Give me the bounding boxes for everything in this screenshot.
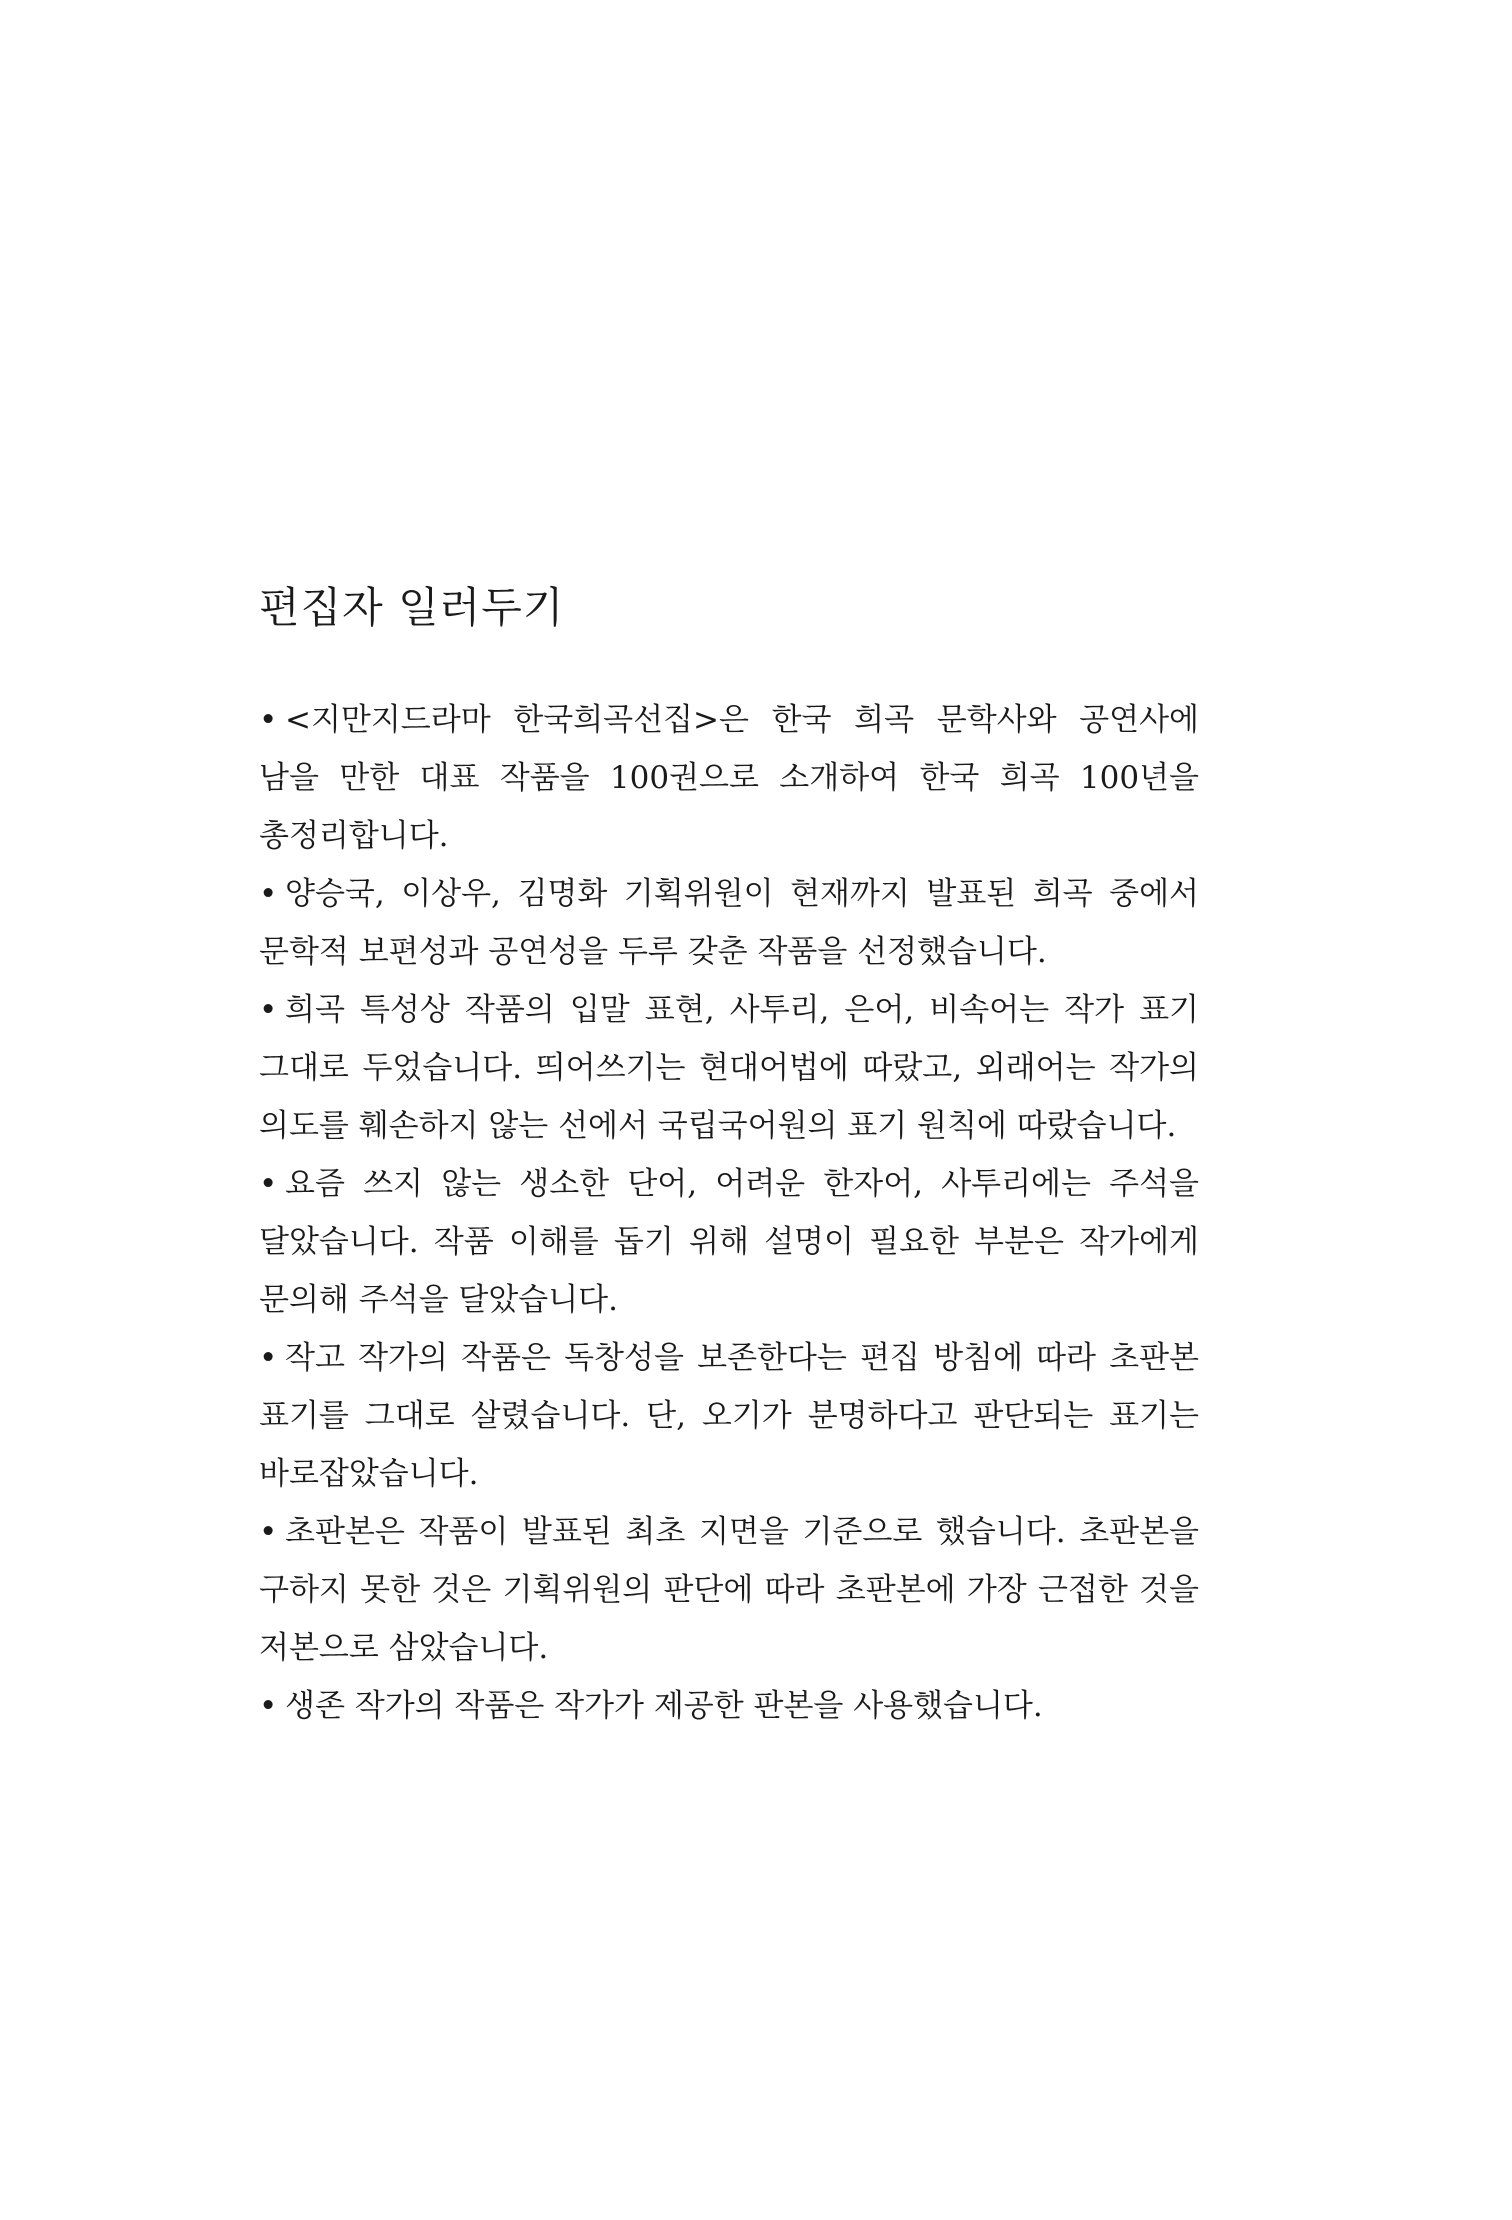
page-content [259, 578, 1199, 1724]
bullet-icon: • [259, 702, 278, 738]
bullet-icon: • [259, 992, 278, 1028]
note-text: 초판본은 작품이 발표된 최초 지면을 기준으로 했습니다. 초판본을 구하지 못한 것은 기획위원의 판단에 따라 초판본에 가장 근접한 것을 저본으로 삼았습니다. [259, 1514, 1199, 1666]
note-item [259, 1329, 1199, 1503]
note-item [259, 1155, 1199, 1329]
note-text: 작고 작가의 작품은 독창성을 보존한다는 편집 방침에 따라 초판본 표기를 그대로 살렸습니다. 단, 오기가 분명하다고 판단되는 표기는 바로잡았습니다. [259, 1340, 1199, 1492]
note-text: 요즘 쓰지 않는 생소한 단어, 어려운 한자어, 사투리에는 주석을 달았습니다. 작품 이해를 돕기 위해 설명이 필요한 부분은 작가에게 문의해 주석을 달았습니다. [259, 1166, 1199, 1318]
note-text: 희곡 특성상 작품의 입말 표현, 사투리, 은어, 비속어는 작가 표기 그대로 두었습니다. 띄어쓰기는 현대어법에 따랐고, 외래어는 작가의 의도를 훼손하지 않는 선에서 국립국어원의 표기 원칙에 따랐습니다. [259, 992, 1199, 1144]
notes-list [259, 691, 1199, 1735]
note-text: 양승국, 이상우, 김명화 기획위원이 현재까지 발표된 희곡 중에서 문학적 보편성과 공연성을 두루 갖춘 작품을 선정했습니다. [259, 876, 1199, 970]
note-item [259, 691, 1199, 865]
note-item [259, 1503, 1199, 1677]
bullet-icon: • [259, 876, 278, 912]
note-text: <지만지드라마 한국희곡선집>은 한국 희곡 문학사와 공연사에 남을 만한 대표 작품을 100권으로 소개하여 한국 희곡 100년을 총정리합니다. [259, 702, 1199, 854]
bullet-icon: • [259, 1340, 278, 1376]
bullet-icon: • [259, 1514, 278, 1550]
note-item [259, 981, 1199, 1155]
note-text: 생존 작가의 작품은 작가가 제공한 판본을 사용했습니다. [285, 1688, 1043, 1724]
bullet-icon: • [259, 1688, 278, 1724]
note-item [259, 1677, 1199, 1735]
bullet-icon: • [259, 1166, 278, 1202]
note-item [259, 865, 1199, 981]
page-title: 편집자 일러두기 [259, 583, 565, 632]
